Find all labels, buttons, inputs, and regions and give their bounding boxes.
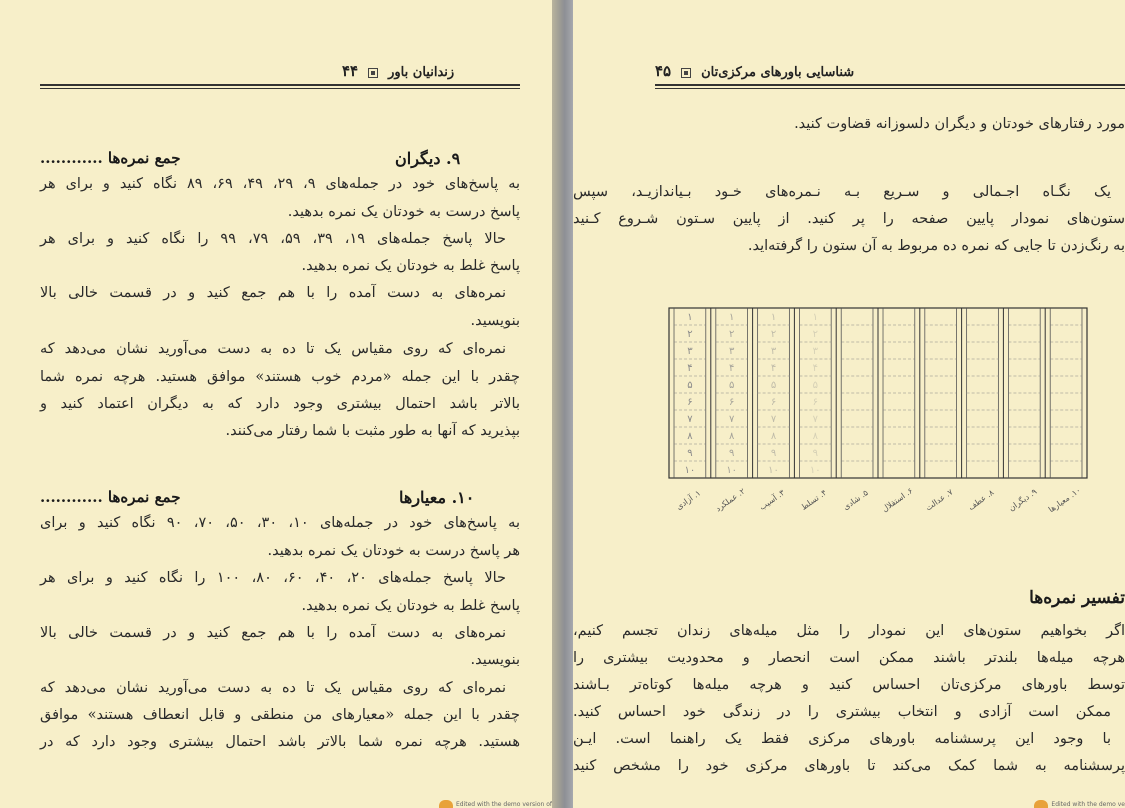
header-rule-thin [40,88,520,89]
text-line: پاسخ درست به خودتان یک نمره بدهید. [287,204,520,220]
text-line: چقدر با این جمله «معیارهای من منطقی و قابل انعطاف هستند» موافق [40,707,520,723]
scale-tick-label: ۸ [770,431,777,443]
text-line: پاسخ غلط به خودتان یک نمره بدهید. [301,258,520,274]
right-header-title: شناسایی باورهای مرکزی‌تان [701,65,855,80]
text-line: به رنگ‌زدن تا جایی که نمره ده مربوط به آن ستون را گرفته‌اید. [747,238,1125,254]
right-page [573,0,1125,808]
column-label: ۸. عطف [966,487,996,512]
scale-tick-label: ۱۰ [768,465,779,477]
scale-tick-label: ۱ [812,312,818,324]
scale-tick-label: ۸ [812,431,818,443]
text-line: به پاسخ‌های خود در جمله‌های ۱۰، ۳۰، ۵۰، ۷۰، ۹۰ نگاه کنید و برای [40,515,520,531]
book-gutter [552,0,573,808]
square-ornament-icon [681,68,691,78]
scale-tick-label: ۸ [729,431,735,443]
scale-tick-label: ۷ [687,414,693,426]
scale-tick-label: ۱ [770,312,777,324]
scale-tick-label: ۹ [812,448,818,460]
scale-tick-label: ۱ [687,312,693,324]
score-bar-chart [655,300,1095,540]
scale-tick-label: ۳ [770,346,777,358]
scale-tick-label: ۴ [729,363,735,375]
scale-tick-label: ۲ [812,329,818,341]
text-line: نمره‌های به دست آمده را با هم جمع کنید و در قسمت خالی بالا [40,625,506,641]
demo-watermark: Edited with the demo version of [439,800,552,808]
score-sum-label: جمع نمره‌ها ............ [40,149,181,167]
text-line: حالا پاسخ جمله‌های ۱۹، ۳۹، ۵۹، ۷۹، ۹۹ را نگاه کنید و برای هر [40,231,507,247]
scale-tick-label: ۱۰ [684,465,696,477]
text-line: با وجود این پرسشنامه باورهای مرکزی فقط یک راهنما است. ایـن [573,731,1111,747]
scale-tick-label: ۴ [770,363,777,375]
scale-tick-label: ۲ [729,329,735,341]
demo-watermark: Edited with the demo ve [1034,800,1125,808]
scale-tick-label: ۵ [687,380,693,392]
text-line: حالا پاسخ جمله‌های ۲۰، ۴۰، ۶۰، ۸۰، ۱۰۰ را نگاه کنید و برای هر [40,570,507,586]
column-label: ۳. آسیب [757,488,787,512]
text-line: یک نگـاه اجـمالی و سـریع بـه نـمره‌های خـود بـیاندازیـد، سپس [573,184,1111,200]
section-heading: تفسیر نمره‌ها [1029,588,1125,608]
section-heading: ۱۰. معیارها [399,488,475,507]
right-page-number: ۴۵ [655,62,672,80]
text-line: پرسشنامه به شما کمک می‌کند تا باورهای مرکزی خود را مشخص کنید [573,758,1125,774]
watermark-logo-icon [1034,800,1048,808]
score-sum-label: جمع نمره‌ها ............ [40,488,181,506]
left-page-number: ۴۴ [342,62,359,80]
scale-tick-label: ۳ [812,346,818,358]
text-line: چقدر با این جمله «مردم خوب هستند» موافق هستید. هرچه نمره شما [40,369,520,385]
text-line: ستون‌های نمودار پایین صفحه را پر کنید. از پایین سـتون شـروع کـنید [573,211,1125,227]
column-label: ۹. دیگران [1007,487,1039,513]
scale-tick-label: ۵ [812,380,818,392]
scale-tick-label: ۹ [770,448,777,460]
text-line: نمره‌ای که روی مقیاس یک تا ده به دست می‌آورید نشان می‌دهد که [40,341,506,357]
column-label: ۱۰. معیارها [1046,485,1083,515]
column-label: ۵. شادی [841,488,870,512]
scale-tick-label: ۲ [770,329,777,341]
scale-tick-label: ۵ [729,380,735,392]
watermark-logo-icon [439,800,453,808]
square-ornament-icon [368,68,378,78]
scale-tick-label: ۹ [729,448,735,460]
text-line: بالاتر باشد احتمال بیشتری وجود دارد که به دیگران اعتماد کنید و [40,396,520,412]
column-label: ۷. عدالت [924,487,955,513]
scale-tick-label: ۸ [687,431,693,443]
header-rule-thin [655,88,1125,89]
text-line: هستید. هرچه نمره شما بالاتر باشد احتمال بیشتری وجود دارد که در [40,734,520,750]
text-line: اگر بخواهیم ستون‌های این نمودار را مثل میله‌های زندان تجسم کنیم، [573,623,1125,639]
text-line: ممکن است آزادی و انتخاب بیشتری را در زندگی خود احساس کنید. [573,704,1111,720]
scale-tick-label: ۱۰ [726,465,738,477]
scale-tick-label: ۹ [687,448,693,460]
column-label: ۲. عملکرد [713,486,747,514]
scale-tick-label: ۷ [770,414,777,426]
text-line: بنویسید. [470,313,520,329]
column-label: ۴. تسلط [799,487,829,512]
section-heading: ۹. دیگران [395,149,461,168]
text-line: به پاسخ‌های خود در جمله‌های ۹، ۲۹، ۴۹، ۶۹، ۸۹ نگاه کنید و برای هر [40,176,521,192]
scale-tick-label: ۱ [729,312,735,324]
scale-tick-label: ۴ [812,363,818,375]
scale-tick-label: ۵ [770,380,777,392]
scale-tick-label: ۳ [687,346,693,358]
right-page-header [655,62,854,80]
header-rule [40,84,520,86]
text-line: پاسخ غلط به خودتان یک نمره بدهید. [301,598,520,614]
left-page-header [342,62,454,80]
scale-tick-label: ۷ [729,414,735,426]
text-line: توسط باورهای مرکزی‌تان احساس کنید و هرچه میله‌ها کوتاه‌تر بـاشند [573,677,1125,693]
scale-tick-label: ۷ [812,414,818,426]
text-line: بنویسید. [470,652,520,668]
left-page [0,0,552,808]
text-line: هرچه میله‌ها بلندتر باشند ممکن است انحصار و محدودیت بیشتری را [573,650,1125,666]
text-line: نمره‌ای که روی مقیاس یک تا ده به دست می‌آورید نشان می‌دهد که [40,680,506,696]
scale-tick-label: ۴ [687,363,693,375]
left-header-title: زندانیان باور [388,65,455,80]
scale-tick-label: ۶ [812,397,818,409]
scale-tick-label: ۱۰ [809,465,821,477]
scale-tick-label: ۶ [687,397,693,409]
text-line: بپذیرید که آنها به طور مثبت با شما رفتار می‌کنند. [225,423,520,439]
text-line: مورد رفتارهای خودتان و دیگران دلسوزانه قضاوت کنید. [794,116,1125,132]
column-label: ۶. استقلال [880,486,915,514]
text-line: هر پاسخ درست به خودتان یک نمره بدهید. [267,543,520,559]
scale-tick-label: ۶ [770,397,777,409]
header-rule [655,84,1125,86]
scale-tick-label: ۶ [729,397,735,409]
scale-tick-label: ۲ [687,329,693,341]
text-line: نمره‌های به دست آمده را با هم جمع کنید و در قسمت خالی بالا [40,285,506,301]
column-label: ۱. آزادی [674,488,703,512]
scale-tick-label: ۳ [729,346,735,358]
